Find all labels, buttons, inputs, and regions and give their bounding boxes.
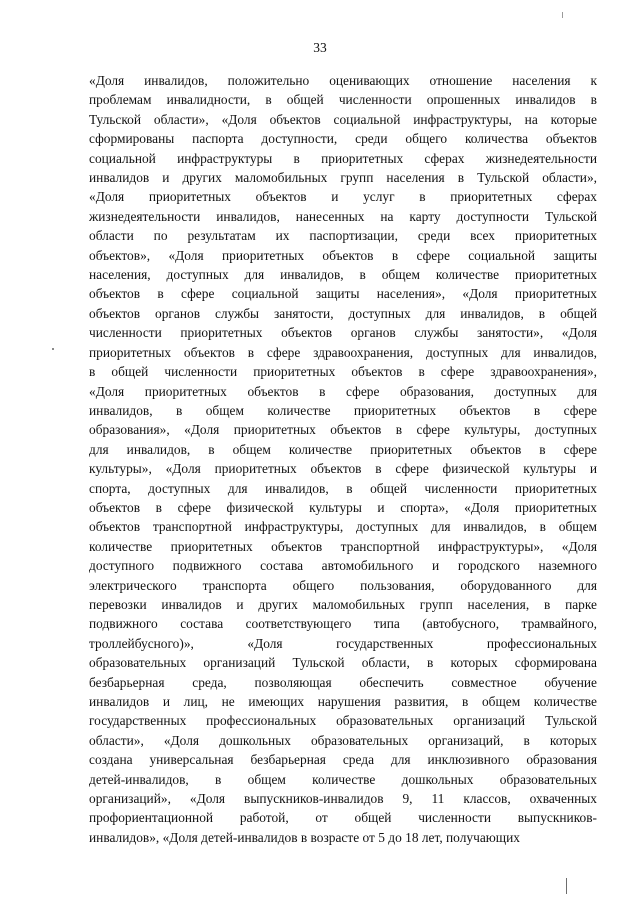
text-line: инвалидов и лиц, не имеющих нарушения развития, в общем количестве [89, 694, 597, 709]
text-line: Тульской области», «Доля объектов социальной инфраструктуры, на которые [89, 111, 597, 127]
text-line: инвалидов, в общем количестве приоритетных объектов в сфере [89, 402, 597, 418]
text-line: образовательных организаций Тульской области, в которых сформирована [89, 655, 597, 671]
scan-artifact-mark [562, 12, 563, 18]
text-line: численности приоритетных объектов органов службы занятости», «Доля [89, 325, 597, 341]
text-line: сформированы паспорта доступности, среди общего количества объектов [89, 131, 597, 147]
text-line: перевозки инвалидов и других маломобильных групп населения, в парке [89, 596, 597, 612]
text-line: населения, доступных для инвалидов, в общем количестве приоритетных [89, 267, 597, 283]
scan-artifact-mark [566, 878, 567, 894]
text-line: организаций», «Доля выпускников-инвалидов 9, 11 классов, охваченных [89, 791, 597, 807]
text-line: доступного подвижного состава автомобильного и городского наземного [89, 558, 597, 574]
text-line: «Доля приоритетных объектов и услуг в приоритетных сферах [89, 189, 597, 205]
text-line: объектов органов службы занятости, доступных для инвалидов, в общей [89, 305, 597, 321]
text-line: создана универсальная безбарьерная среда для инклюзивного образования [89, 752, 597, 768]
page-number: 33 [313, 40, 327, 55]
text-line: для инвалидов, в общем количестве приоритетных объектов в сфере [89, 441, 597, 457]
text-line: детей-инвалидов, в общем количестве дошкольных образовательных [89, 771, 597, 787]
text-line: «Доля инвалидов, положительно оценивающих отношение населения к [89, 73, 597, 88]
text-line: инвалидов и других маломобильных групп населения в Тульской области», [89, 170, 597, 186]
text-line: объектов в сфере физической культуры и спорта», «Доля приоритетных [89, 499, 597, 515]
text-line: «Доля приоритетных объектов в сфере образования, доступных для [89, 383, 597, 399]
text-line: количестве приоритетных объектов транспортной инфраструктуры», «Доля [89, 538, 597, 554]
text-line: государственных профессиональных образовательных организаций Тульской [89, 713, 597, 729]
scan-artifact-mark [52, 348, 54, 350]
text-line: жизнедеятельности инвалидов, нанесенных на карту доступности Тульской [89, 208, 597, 224]
text-line: области по результатам их паспортизации, среди всех приоритетных [89, 228, 597, 244]
text-line: профориентационной работой, от общей численности выпускников- [89, 810, 597, 826]
text-line: культуры», «Доля приоритетных объектов в сфере физической культуры и [89, 461, 597, 477]
text-line: объектов», «Доля приоритетных объектов в сфере социальной защиты [89, 247, 597, 263]
text-line: в общей численности приоритетных объектов в сфере здравоохранения», [89, 364, 597, 380]
text-line: объектов в сфере социальной защиты населения», «Доля приоритетных [89, 286, 597, 302]
text-line: приоритетных объектов в сфере здравоохранения, доступных для инвалидов, [89, 344, 597, 360]
text-line: электрического транспорта общего пользования, оборудованного для [89, 577, 597, 593]
text-line: проблемам инвалидности, в общей численности опрошенных инвалидов в [89, 92, 597, 108]
text-line: социальной инфраструктуры в приоритетных сферах жизнедеятельности [89, 150, 597, 166]
text-line: троллейбусного)», «Доля государственных профессиональных [89, 635, 597, 651]
body-paragraph [89, 71, 597, 847]
text-line: объектов транспортной инфраструктуры, доступных для инвалидов, в общем [89, 519, 597, 535]
text-line: образования», «Доля приоритетных объектов в сфере культуры, доступных [89, 422, 597, 438]
text-line: области», «Доля дошкольных образовательных организаций, в которых [89, 732, 597, 748]
text-line: безбарьерная среда, позволяющая обеспечить совместное обучение [89, 674, 597, 690]
text-line: спорта, доступных для инвалидов, в общей численности приоритетных [89, 480, 597, 496]
text-line: подвижного состава соответствующего типа (автобусного, трамвайного, [89, 616, 597, 632]
text-line: инвалидов», «Доля детей-инвалидов в возрасте от 5 до 18 лет, получающих [89, 829, 520, 845]
